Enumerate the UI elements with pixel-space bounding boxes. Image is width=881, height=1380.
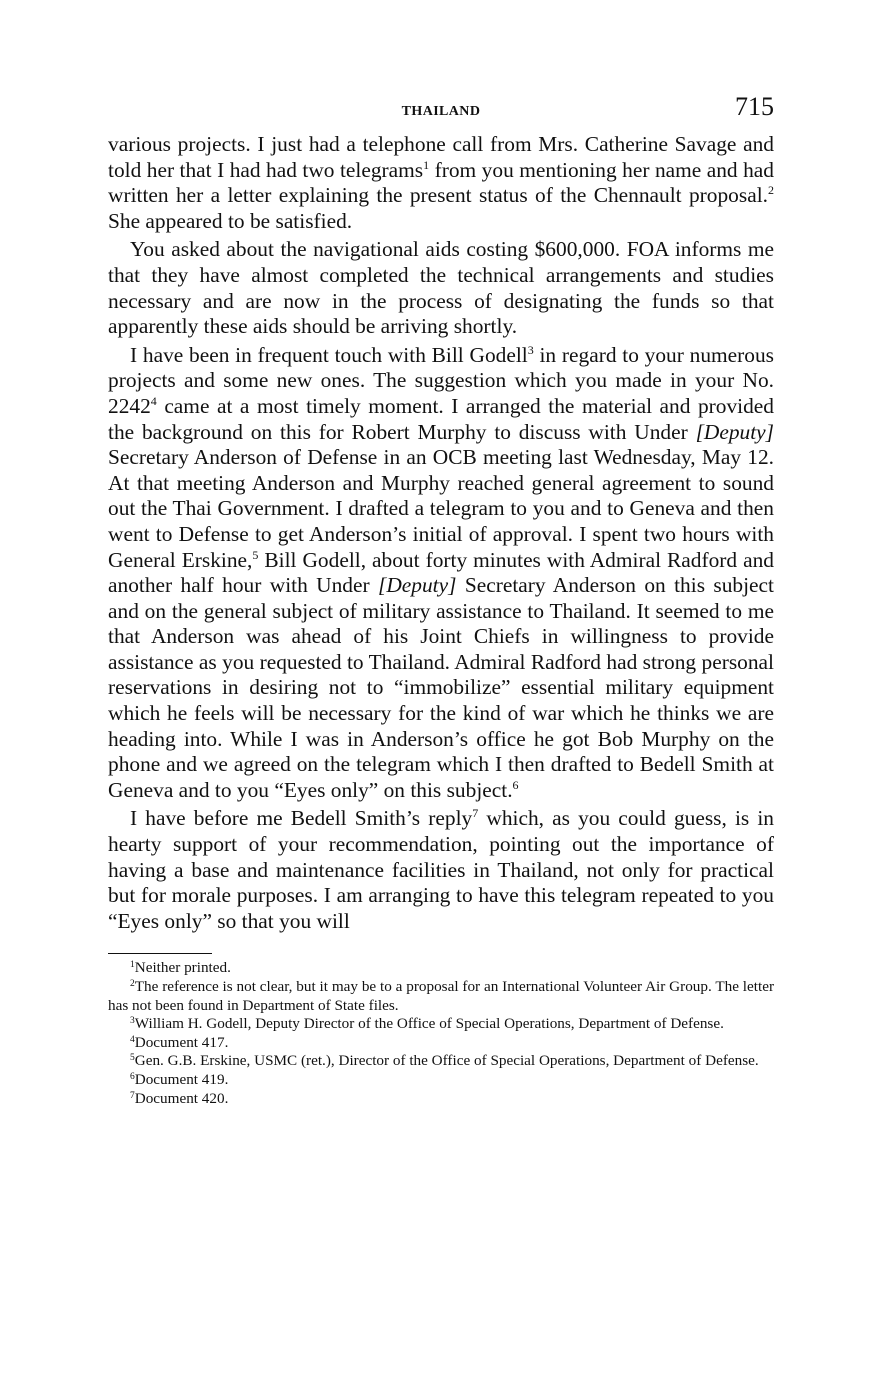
- text-run: Bill Godell, about forty minutes with Admiral Radford and another half hour with Under: [108, 547, 774, 598]
- footnote-text: Document 417.: [134, 1033, 229, 1051]
- text-run: I have been in frequent touch with Bill Godell: [130, 342, 528, 367]
- footnote-reference: 6: [512, 777, 519, 792]
- text-run: came at a most timely moment. I arranged the material and provided the background on this for Robert Murphy to discuss with Under: [108, 393, 774, 444]
- footnote-mark: 3: [130, 1016, 135, 1027]
- text-run: Secretary Anderson of Defense in an OCB meeting last Wednesday, May 12. At that meeting Anderson and Murphy reached general agreement to sound out the Thai Government. I drafted a telegram to you and to Geneva and then went to Defense to get Anderson’s initial of approval. I spent two hours with General Erskine,: [108, 445, 774, 572]
- paragraph-4: [108, 806, 774, 934]
- paragraph-1: [108, 132, 774, 234]
- footnote-2: [108, 978, 774, 1015]
- footnote-mark: 4: [130, 1034, 135, 1045]
- paragraph-3: [108, 343, 774, 804]
- footnote-7: [108, 1090, 774, 1109]
- footnote-3: [108, 1015, 774, 1034]
- running-header: [108, 90, 774, 126]
- footnote-reference: 7: [472, 806, 479, 821]
- footnote-reference: 1: [423, 157, 430, 172]
- footnote-6: [108, 1071, 774, 1090]
- text-run: Secretary Anderson on this subject and on the general subject of military assistance to Thailand. It seemed to me that Anderson was ahead of his Joint Chiefs in willingness to provide assistance as you requested to Thailand. Admiral Radford had strong personal reservations in desiring not to “immobilize” essential military equipment which he feels will be necessary for the kind of war which he thinks we are heading into. While I was in Anderson’s office he got Bob Murphy on the phone and we agreed on the telegram which I then drafted to Bedell Smith at Geneva and to you “Eyes only” on this subject.: [108, 573, 774, 802]
- text-run: She appeared to be satisfied.: [108, 208, 353, 233]
- footnote-mark: 1: [130, 960, 135, 971]
- text-run: which, as you could guess, is in hearty support of your recommendation, pointing out the importance of having a base and maintenance facilities in Thailand, not only for practical but for morale purposes. I am arranging to have this telegram repeated to you “Eyes only” so that you will: [108, 806, 774, 933]
- footnotes: [108, 959, 774, 1108]
- footnote-text: The reference is not clear, but it may be to a proposal for an International Volunteer Air Group. The letter has not been found in Department of State files.: [108, 978, 774, 1014]
- footnote-1: [108, 959, 774, 978]
- footnote-text: Document 419.: [134, 1070, 229, 1088]
- text-run: from you mentioning her name and had written her a letter explaining the present status of the Chennault proposal.: [108, 157, 774, 208]
- footnote-reference: 4: [150, 393, 157, 408]
- footnote-text: Document 420.: [134, 1089, 229, 1107]
- running-title: THAILAND: [401, 104, 481, 119]
- footnote-text: Gen. G.B. Erskine, USMC (ret.), Director of the Office of Special Operations, Department of Defense.: [134, 1052, 759, 1070]
- text-run: I have before me Bedell Smith’s reply: [130, 806, 473, 831]
- editorial-insertion: [Deputy]: [695, 419, 774, 444]
- body-text: [108, 132, 774, 934]
- text-run: in regard to your numerous projects and some new ones. The suggestion which you made in your No. 2242: [108, 342, 775, 418]
- footnote-mark: 5: [130, 1053, 135, 1064]
- footnote-reference: 3: [527, 342, 534, 357]
- footnote-mark: 7: [130, 1090, 135, 1101]
- text-run: You asked about the navigational aids costing $600,000. FOA informs me that they have almost completed the technical arrangements and studies necessary and are now in the process of designating the funds so that apparently these aids should be arriving shortly.: [108, 237, 774, 339]
- footnote-5: [108, 1052, 774, 1071]
- text-run: various projects. I just had a telephone call from Mrs. Catherine Savage and told her that I had had two telegrams: [108, 132, 774, 182]
- footnote-mark: 6: [130, 1071, 135, 1082]
- footnote-mark: 2: [130, 979, 135, 989]
- document-page: [108, 90, 774, 1108]
- page-number: 715: [735, 92, 774, 121]
- paragraph-2: [108, 237, 774, 339]
- footnote-reference: 2: [768, 183, 774, 198]
- editorial-insertion: [Deputy]: [378, 573, 457, 598]
- footnote-divider: [108, 953, 212, 954]
- footnote-4: [108, 1034, 774, 1053]
- footnote-text: William H. Godell, Deputy Director of the Office of Special Operations, Department of Defense.: [134, 1015, 724, 1033]
- footnote-text: Neither printed.: [134, 959, 231, 977]
- footnote-reference: 5: [252, 547, 259, 562]
